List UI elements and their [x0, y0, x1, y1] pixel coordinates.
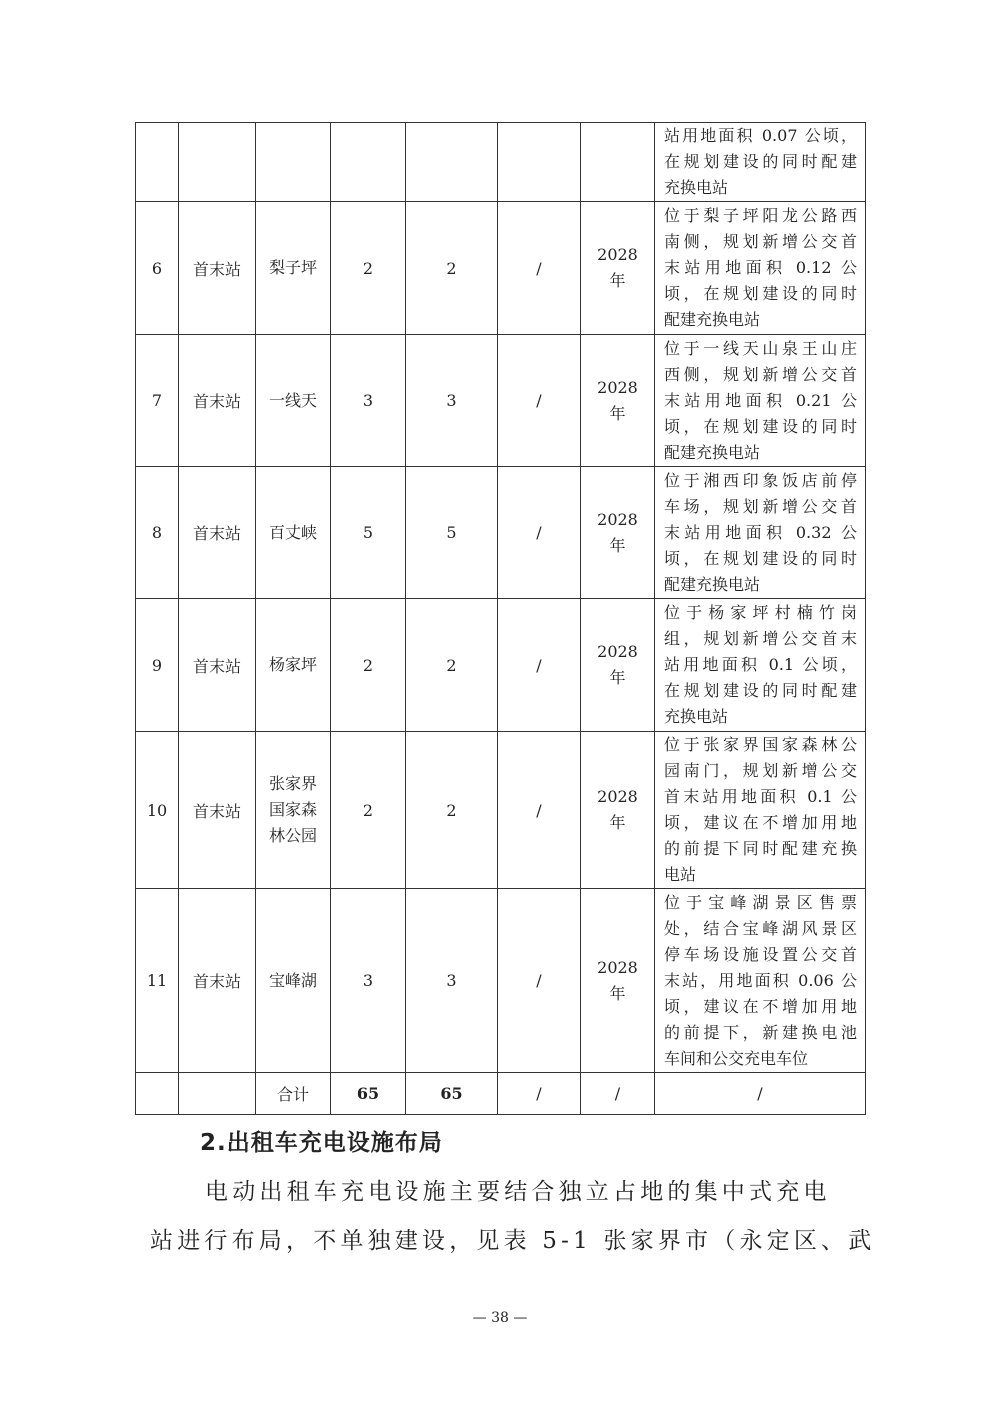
cell-line: 顷，在规划建设的同时 — [664, 416, 857, 436]
total-c — [498, 1073, 581, 1115]
cell-type — [179, 599, 256, 732]
cell-text: 3 — [446, 971, 457, 990]
cell-line: 2028 — [597, 377, 638, 397]
cell-number — [136, 123, 179, 202]
cell-line: 张家界 — [268, 774, 317, 793]
cell-name — [256, 599, 331, 732]
cell-count-c — [498, 123, 581, 202]
cell-count-c — [498, 202, 581, 335]
cell-text: 首末站 — [192, 656, 241, 676]
cell-line: 位于一线天山泉王山庄 — [664, 338, 857, 358]
cell-year — [581, 599, 655, 732]
total-row — [136, 1073, 866, 1115]
cell-text: / — [757, 1084, 763, 1103]
cell-line: 位于杨家坪村楠竹岗 — [664, 603, 857, 622]
cell-name — [256, 467, 331, 599]
cell-count-c — [498, 732, 581, 889]
cell-line: 配建充换电站 — [664, 442, 761, 462]
cell-text: / — [536, 800, 542, 820]
section-heading: 2.出租车充电设施布局 — [200, 1130, 443, 1156]
cell-line: 站用地面积 0.07 公顷， — [664, 126, 857, 145]
total-desc — [655, 1073, 866, 1115]
cell-count-a — [331, 467, 406, 599]
cell-line: 的前提下同时配建充换 — [664, 839, 857, 858]
total-b — [406, 1073, 498, 1115]
cell-description — [655, 467, 866, 599]
cell-text: 11 — [146, 971, 168, 990]
cell-line: 末站用地面积 0.12 公 — [664, 258, 857, 277]
cell-text: 10 — [146, 800, 168, 820]
cell-count-a — [331, 202, 406, 335]
table-row — [136, 599, 866, 732]
cell-line: 位于张家界国家森林公 — [664, 735, 857, 754]
cell-text: 8 — [151, 523, 163, 542]
cell-text: 7 — [151, 391, 163, 410]
cell-text: / — [536, 258, 542, 278]
cell-text: / — [536, 1084, 542, 1103]
cell-empty — [136, 1073, 179, 1115]
cell-line: 顷，建议在不增加用地 — [664, 813, 857, 832]
cell-number — [136, 889, 179, 1073]
cell-count-b — [406, 732, 498, 889]
cell-line: 百丈峡 — [268, 522, 317, 542]
cell-count-a — [331, 889, 406, 1073]
cell-text: 首末站 — [192, 524, 241, 543]
cell-line: 车场，规划新增公交首 — [664, 496, 857, 516]
cell-year — [581, 732, 655, 889]
cell-line: 充换电站 — [664, 707, 729, 726]
cell-line: 处，结合宝峰湖风景区 — [664, 918, 857, 938]
cell-text: 65 — [356, 1084, 380, 1103]
cell-count-a — [331, 599, 406, 732]
cell-name — [256, 123, 331, 202]
cell-text: 6 — [151, 258, 163, 278]
cell-line: 顷，在规划建设的同时 — [664, 548, 857, 568]
cell-empty — [179, 1073, 256, 1115]
cell-text: 3 — [362, 391, 374, 410]
paragraph-line: 站进行布局，不单独建设，见表 5-1 张家界市（永定区、武 — [150, 1228, 876, 1254]
cell-text: 65 — [440, 1084, 463, 1103]
total-a — [331, 1073, 406, 1115]
cell-line: 年 — [609, 403, 626, 423]
cell-line: 年 — [609, 983, 626, 1003]
cell-name — [256, 202, 331, 335]
cell-count-c — [498, 467, 581, 599]
cell-text: 合计 — [276, 1085, 309, 1104]
cell-line: 在规划建设的同时配建 — [664, 681, 857, 700]
cell-line: 年 — [609, 535, 626, 555]
cell-line: 在规划建设的同时配建 — [664, 152, 857, 171]
cell-year — [581, 467, 655, 599]
cell-count-b — [406, 335, 498, 467]
cell-line: 2028 — [597, 509, 638, 529]
paragraph-line: 电动出租车充电设施主要结合独立占地的集中式充电 — [205, 1179, 831, 1205]
cell-line: 南侧，规划新增公交首 — [664, 232, 857, 251]
cell-description — [655, 123, 866, 202]
cell-line: 位于梨子坪阳龙公路西 — [664, 206, 857, 225]
cell-count-b — [406, 889, 498, 1073]
cell-line: 2028 — [597, 245, 638, 264]
cell-count-b — [406, 467, 498, 599]
cell-text: 首末站 — [192, 801, 241, 821]
cell-text: / — [536, 523, 542, 542]
cell-line: 2028 — [597, 787, 638, 806]
cell-description — [655, 599, 866, 732]
cell-count-a — [331, 335, 406, 467]
cell-year — [581, 123, 655, 202]
table-row — [136, 202, 866, 335]
cell-type — [179, 202, 256, 335]
cell-name — [256, 732, 331, 889]
cell-text: 首末站 — [192, 392, 241, 411]
cell-line: 组，规划新增公交首末 — [664, 629, 857, 648]
cell-text: 2 — [362, 800, 374, 820]
cell-line: 园南门，规划新增公交 — [664, 761, 857, 780]
cell-description — [655, 335, 866, 467]
table-row — [136, 732, 866, 889]
cell-text: 2 — [446, 655, 457, 675]
cell-text: / — [614, 1084, 621, 1103]
cell-description — [655, 889, 866, 1073]
cell-number — [136, 599, 179, 732]
cell-number — [136, 202, 179, 335]
cell-text: 2 — [446, 258, 457, 278]
table-row — [136, 467, 866, 599]
cell-count-a — [331, 123, 406, 202]
cell-year — [581, 202, 655, 335]
cell-number — [136, 732, 179, 889]
cell-name — [256, 889, 331, 1073]
cell-line: 宝峰湖 — [268, 970, 317, 990]
cell-text: 3 — [446, 391, 457, 410]
cell-text: 5 — [446, 523, 457, 542]
cell-count-c — [498, 599, 581, 732]
cell-line: 年 — [609, 668, 626, 687]
charging-station-table — [135, 122, 866, 1115]
cell-line: 梨子坪 — [268, 258, 317, 277]
cell-count-b — [406, 202, 498, 335]
table-row — [136, 123, 866, 202]
cell-count-b — [406, 599, 498, 732]
cell-line: 年 — [609, 813, 626, 832]
cell-text: 2 — [362, 258, 374, 278]
cell-text: 首末站 — [192, 259, 241, 279]
cell-line: 站用地面积 0.1 公顷， — [664, 655, 857, 674]
cell-count-b — [406, 123, 498, 202]
cell-text: 5 — [362, 523, 374, 542]
cell-line: 西侧，规划新增公交首 — [664, 364, 857, 384]
cell-line: 一线天 — [268, 390, 317, 410]
cell-line: 配建充换电站 — [664, 310, 761, 329]
cell-type — [179, 467, 256, 599]
cell-text: 2 — [446, 800, 457, 820]
cell-line: 位于宝峰湖景区售票 — [664, 892, 857, 912]
cell-text: 9 — [151, 655, 163, 675]
cell-line: 国家森 — [268, 800, 317, 819]
cell-line: 的前提下，新建换电池 — [664, 1022, 857, 1042]
cell-line: 顷，建议在不增加用地 — [664, 996, 857, 1016]
table-row — [136, 335, 866, 467]
cell-year — [581, 889, 655, 1073]
cell-line: 首末站用地面积 0.1 公 — [664, 787, 857, 806]
cell-line: 电站 — [664, 865, 697, 884]
cell-year — [581, 335, 655, 467]
cell-line: 停车场设施设置公交首 — [664, 944, 857, 964]
cell-line: 车间和公交充电车位 — [664, 1048, 809, 1068]
cell-count-c — [498, 335, 581, 467]
cell-type — [179, 123, 256, 202]
cell-line: 配建充换电站 — [664, 574, 761, 594]
cell-type — [179, 335, 256, 467]
cell-line: 2028 — [597, 957, 638, 977]
total-year — [581, 1073, 655, 1115]
cell-line: 年 — [609, 271, 626, 290]
cell-type — [179, 732, 256, 889]
cell-line: 末站，用地面积 0.06 公 — [664, 970, 857, 990]
cell-description — [655, 202, 866, 335]
page-number: — 38 — — [472, 1310, 528, 1326]
cell-line: 位于湘西印象饭店前停 — [664, 470, 857, 490]
cell-text: / — [536, 971, 542, 990]
cell-line: 林公园 — [268, 826, 317, 845]
cell-count-c — [498, 889, 581, 1073]
cell-line: 杨家坪 — [268, 655, 317, 674]
cell-text: 首末站 — [192, 972, 241, 991]
total-label — [256, 1073, 331, 1115]
cell-text: 3 — [362, 971, 374, 990]
cell-text: 2 — [362, 655, 374, 675]
cell-line: 末站用地面积 0.21 公 — [664, 390, 857, 410]
cell-count-a — [331, 732, 406, 889]
cell-line: 充换电站 — [664, 178, 729, 197]
table-row — [136, 889, 866, 1073]
cell-line: 末站用地面积 0.32 公 — [664, 522, 857, 542]
cell-description — [655, 732, 866, 889]
cell-number — [136, 335, 179, 467]
cell-type — [179, 889, 256, 1073]
cell-text: / — [536, 655, 542, 675]
cell-line: 顷，在规划建设的同时 — [664, 284, 857, 303]
cell-line: 2028 — [597, 642, 638, 661]
cell-number — [136, 467, 179, 599]
cell-name — [256, 335, 331, 467]
cell-text: / — [536, 391, 542, 410]
